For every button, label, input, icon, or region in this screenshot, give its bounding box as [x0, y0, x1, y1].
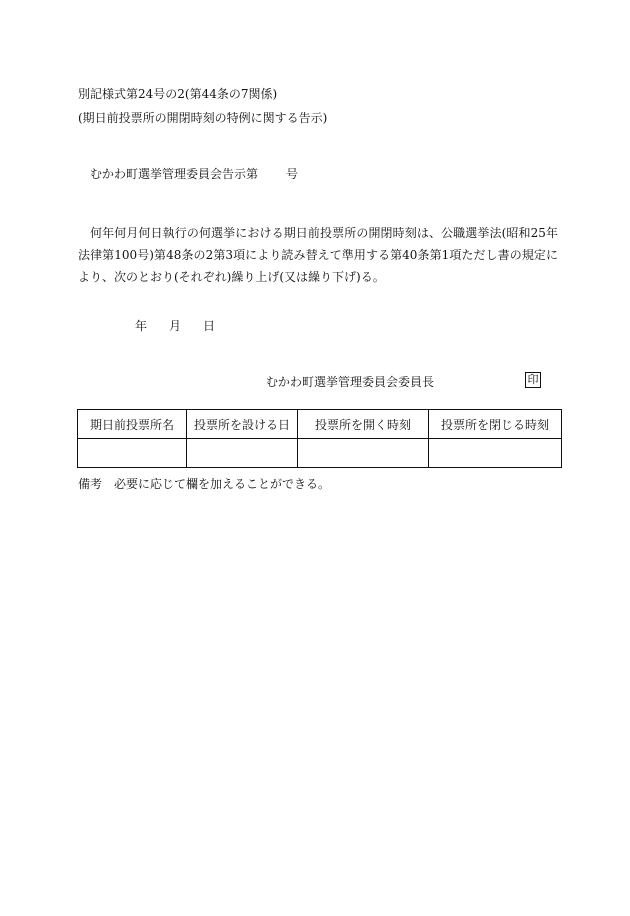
- header-open-time: 投票所を開く時刻: [298, 410, 429, 439]
- date-month: 月: [169, 319, 182, 333]
- remark-label: 備考: [78, 477, 103, 491]
- cell-close-time: [429, 439, 562, 468]
- header-polling-place-name: 期日前投票所名: [78, 410, 187, 439]
- polling-hours-table: [77, 409, 562, 468]
- notice-title-suffix: 号: [286, 167, 299, 181]
- date-line: [135, 320, 215, 332]
- table-header-row: [78, 410, 562, 439]
- header-establish-date: 投票所を設ける日: [187, 410, 298, 439]
- form-subtitle: (期日前投票所の開閉時刻の特例に関する告示): [78, 111, 328, 125]
- cell-establish-date: [187, 439, 298, 468]
- notice-title-prefix: むかわ町選挙管理委員会告示第: [90, 167, 259, 181]
- remark: [78, 478, 330, 490]
- notice-body: 何年何月何日執行の何選挙における期日前投票所の開閉時刻は、公職選挙法(昭和25年法律第100号)第48条の2第3項により読み替えて準用する第40条第1項ただし書の規定により、次のとおり(それぞれ)繰り上げ(又は繰り下げ)る。: [78, 226, 558, 284]
- cell-open-time: [298, 439, 429, 468]
- remark-text: 必要に応じて欄を加えることができる。: [114, 477, 331, 491]
- table-row: [78, 439, 562, 468]
- date-year: 年: [135, 319, 148, 333]
- cell-polling-place-name: [78, 439, 187, 468]
- signer-title: むかわ町選挙管理委員会委員長: [266, 375, 435, 389]
- date-day: 日: [203, 319, 216, 333]
- form-reference: 別記様式第24号の2(第44条の7関係): [78, 87, 278, 101]
- header-close-time: 投票所を閉じる時刻: [429, 410, 562, 439]
- notice-title: [90, 168, 298, 180]
- seal-mark: 印: [525, 372, 541, 388]
